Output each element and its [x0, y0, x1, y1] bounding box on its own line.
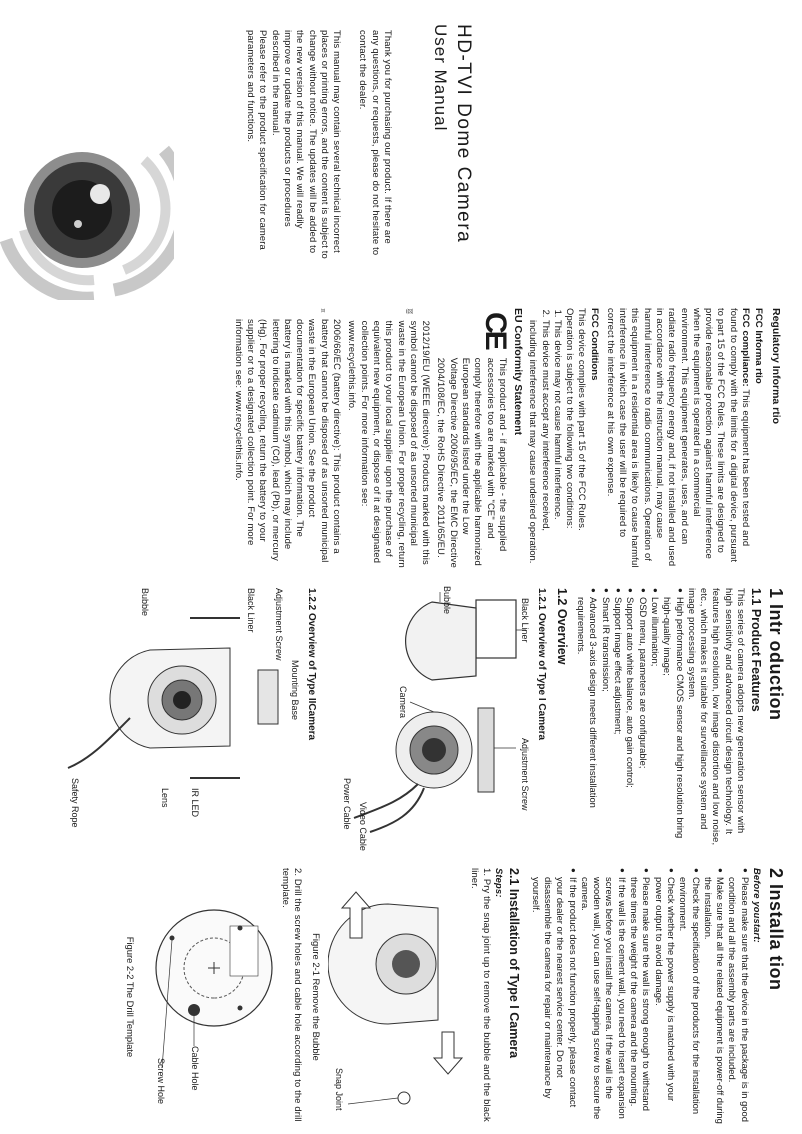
install-title: 2 Installa tion [766, 868, 786, 991]
regulatory-title: Regulatory Informa rtio [770, 308, 782, 425]
list-item: ● Please make sure the wall is strong enough to withstand three times the weight of the camera and the mounting. [628, 868, 653, 1126]
battery-text: 2006/66/EC (battery directive): This product contains a battery that cannot be disposed of as unsorted municipal waste in the European Union. See the product documentation for specific battery information. The battery is marked with this symbol, which may include lettering to indicate cadmium (Cd), lead (Pb), or mercury (Hg). For proper recycling, return the battery to your supplier or to a designated collection point. For more information see: www.recyclethis.info. [233, 318, 344, 563]
list-item: ● Please make sure that the device in the package is in good condition and all the assembly parts are included. [726, 868, 751, 1126]
cover-title: HD-TVI Dome Camera [453, 24, 474, 244]
label-power-cable: Power Cable [341, 778, 352, 830]
fcc-info-title: FCC Informa rtio [753, 308, 764, 384]
label-safety-rope: Safety Rope [69, 778, 80, 828]
crossed-bin-icon [388, 308, 432, 315]
dome-camera-type2-diagram [60, 588, 300, 848]
fcc-compliance [604, 308, 752, 568]
figure-caption: Figure 2-1 Remove the Bubble [311, 933, 323, 1061]
label-ir-led: IR LED [189, 788, 200, 818]
list-item: ● Check whether the power supply is matched with your power output to avoid damage. [652, 868, 677, 1126]
cover-paragraph: Please refer to the product specification for camera parameters and functions. [246, 30, 270, 250]
before-list [529, 868, 750, 1126]
list-item: ● Check the specification of the products for the installation environment. [677, 868, 702, 1126]
list-item: ● Smart IR transmission; [599, 588, 611, 848]
camera-lens-graphic [0, 120, 174, 300]
weee-text: 2012/19/EU (WEEE directive): Products marked with this symbol cannot be disposed of as unsorted municipal waste in the European Union. For proper recycling, return this product to your local supplier upon the purchase of equivalent new equipment, or dispose of it at designated collection points. For more information see: www.recyclethis.info. [347, 320, 433, 568]
step-1: 1. Pry the snap joint up to remove the bubble and the black liner. [469, 868, 494, 1122]
fcc-compliance-label: FCC compliance: [741, 308, 752, 387]
list-item: ● Support image effect adjustment; [612, 588, 624, 848]
lens-icon [0, 120, 174, 300]
type1-figure [325, 586, 530, 851]
label-video-cable: Video Cable [357, 802, 368, 851]
list-item: ● OSD menu, parameters are configurable; [636, 588, 648, 848]
figure-caption: Figure 2-2 The Drill Template [124, 936, 136, 1058]
type2-figure [60, 588, 300, 848]
list-item: ● Make sure that all the related equipment is power-off during the installation. [702, 868, 727, 1126]
label-bubble: Bubble [139, 588, 150, 617]
eu-statement [435, 308, 512, 568]
fcc-conditions-title: FCC Conditions [589, 308, 601, 381]
list-item: ● Advanced 3-axis design meets different installation requirements. [575, 588, 600, 848]
cover-panel [0, 0, 802, 298]
label-black-liner: Black Liner [519, 598, 530, 643]
list-item: 1. This device may not cause harmful interference. [552, 320, 564, 568]
fcc-conditions-text: This device complies with part 15 of the FCC Rules. Operation is subject to the following two conditions: [565, 308, 589, 531]
list-item: ● Low illumination; [649, 588, 661, 848]
battery-statement [232, 308, 343, 568]
type1-title: 2.1 Installation of Type I Camera [507, 868, 522, 1059]
fcc-compliance-text: This equipment has been tested and found to comply with the limits for a digital device, pursuant to part 15 of the FCC Rules. These limits are designed to provide reasonable protection against harmful interference when the equipment is operated in a commercial environment. This equipment generates, uses, and can radiate radio frequency energy and, if not installed and used in accordance with the instruction manual, may cause harmful interference to radio communications. Operation of this equipment in a residential area is likely to cause harmful interference in which case the user will be required to correct the interference at his own expense. [605, 308, 752, 568]
label-bubble: Bubble [441, 586, 452, 615]
label-lens: Lens [159, 788, 170, 808]
crossed-bin-icon [303, 308, 343, 313]
label-mounting-base: Mounting Base [289, 660, 300, 721]
features-title: 1.1 Product Features [749, 588, 763, 712]
ce-mark-icon: CE [478, 312, 512, 348]
intro-panel [0, 580, 802, 856]
conditions-list [527, 308, 564, 568]
cover-paragraph: Thank you for purchasing our product. If there are any questions, or requests, please do not hesitate to contact the dealer. [358, 30, 394, 256]
intro-title: 1 Intr oduction [766, 588, 786, 721]
dome-camera-diagram [325, 588, 530, 848]
regulatory-panel [0, 300, 802, 576]
remove-bubble-diagram [328, 868, 468, 1126]
drill-template-figure [140, 868, 280, 1126]
cover-paragraph: This manual may contain several technical incorrect places or printing errors, and the content is subject to change without notice. The updates will be added to the new version of this manual. We will readily improve or update the products or procedures described in the manual. [270, 30, 344, 259]
before-label: Before youstart: [752, 868, 763, 943]
steps-label: Steps: [494, 868, 506, 898]
label-camera: Camera [397, 686, 408, 719]
list-item: 2. This device must accept any interference received, including interference that may cause undesired operation. [527, 320, 552, 568]
list-item: ● If the product does not function properly, please contact your dealer or the nearest service center. Do not disassemble the camera for repair or maintenance by yourself. [529, 868, 578, 1126]
label-screw-hole: Screw Hole [155, 1058, 166, 1105]
figure-title: 1.2.1 Overview of Type I Camera [535, 588, 547, 741]
features-list [575, 588, 686, 848]
cover-subtitle: User Manual [431, 24, 450, 132]
figure-title: 1.2.2 Overview of Type IICamera [305, 588, 317, 741]
list-item: ● If the wall is the cement wall, you need to insert expansion screws before you install the camera. If the wall is the wooden wall, you can use self-tapping screw to secure the camera. [579, 868, 628, 1126]
label-cable-hole: Cable Hole [189, 1046, 200, 1091]
list-item: ● Support auto white balance, auto gain control; [624, 588, 636, 848]
install-panel [0, 860, 802, 1134]
label-adjustment-screw: Adjustment Screw [519, 738, 530, 811]
step-2: 2. Drill the screw holes and cable hole according to the drill template. [281, 868, 305, 1122]
cover-body [231, 30, 394, 260]
remove-bubble-figure [308, 868, 468, 1126]
features-text: This series of camera adopts new generation sensor with high sensitivity and advanced circuit design technology. It features high resolution, low image distortion and low noise, etc., which makes it suitable for surveillance system and image processing system. [686, 588, 747, 846]
overview-title: 1.2 Overview [554, 588, 569, 665]
label-black-liner: Black Liner [245, 588, 256, 633]
label-adjustment-screw: Adjustment Screw [273, 588, 284, 661]
label-snap-joint: Snap Joint [334, 1068, 345, 1111]
drill-template-diagram [152, 868, 280, 1126]
eu-title: EU Conformity Statement [511, 308, 524, 436]
eu-text: This product and - if applicable - the supplied accessories too are marked with "CE" and comply therefore with the applicable harmonized European standards listed under the Low Voltage Directive 2006/95/EC, the EMC Directive 2004/108/EC, the RoHS Directive 2011/65/EU. [436, 357, 509, 568]
weee-statement [346, 308, 432, 568]
list-item: ● High performance CMOS sensor and high resolution bring high-quality image; [661, 588, 686, 848]
